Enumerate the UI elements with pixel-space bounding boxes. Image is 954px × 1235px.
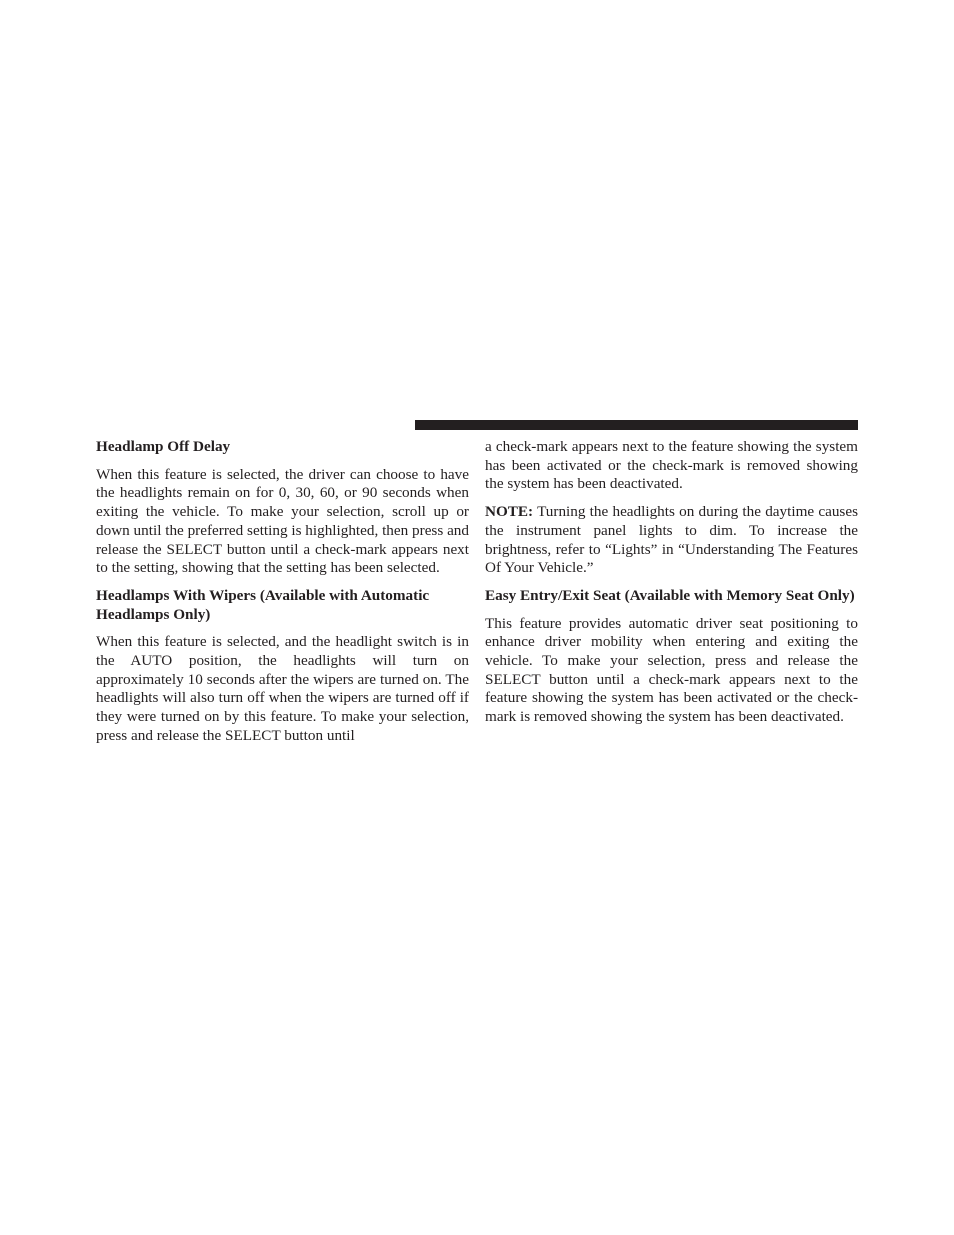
note-text: Turning the headlights on during the daytime causes the instrument panel lights to dim. To increase the brightness, refer to “Lights” in “Understanding The Features Of Your Vehicle.” [485,503,858,577]
easy-entry-exit-seat-body: This feature provides automatic driver seat positioning to enhance driver mobility when entering and exiting the vehicle. To make your selection, press and release the SELECT button until a check-mark appears next to the feature showing the system has been activated or the check-mark is removed showing the system has been deactivated. [485,614,858,726]
note-label: NOTE: [485,503,534,521]
easy-entry-exit-seat-heading: Easy Entry/Exit Seat (Available with Memory Seat Only) [485,586,855,604]
headlamps-with-wipers-heading: Headlamps With Wipers (Available with Automatic Headlamps Only) [96,586,430,623]
headlamp-off-delay-body: When this feature is selected, the driver can choose to have the headlights remain on for 0, 30, 60, or 90 seconds when exiting the vehicle. To make your selection, scroll up or down until the preferred setting is highlighted, then press and release the SELECT button until a check-mark appears next to the setting, showing that the setting has been selected. [96,465,469,577]
section-header-bar [415,420,858,430]
note-paragraph [485,503,858,578]
left-column [96,438,469,755]
headlamps-with-wipers-continuation: a check-mark appears next to the feature showing the system has been activated or the check-mark is removed showing the system has been deactivated. [485,438,858,493]
headlamp-off-delay-heading: Headlamp Off Delay [96,438,231,455]
right-column [485,438,858,736]
headlamps-with-wipers-body: When this feature is selected, and the headlight switch is in the AUTO position, the headlights will turn on approximately 10 seconds after the wipers are turned on. The headlights will also turn off when the wipers are turned off if they were turned on by this feature. To make your selection, press and release the SELECT button until [96,633,469,744]
